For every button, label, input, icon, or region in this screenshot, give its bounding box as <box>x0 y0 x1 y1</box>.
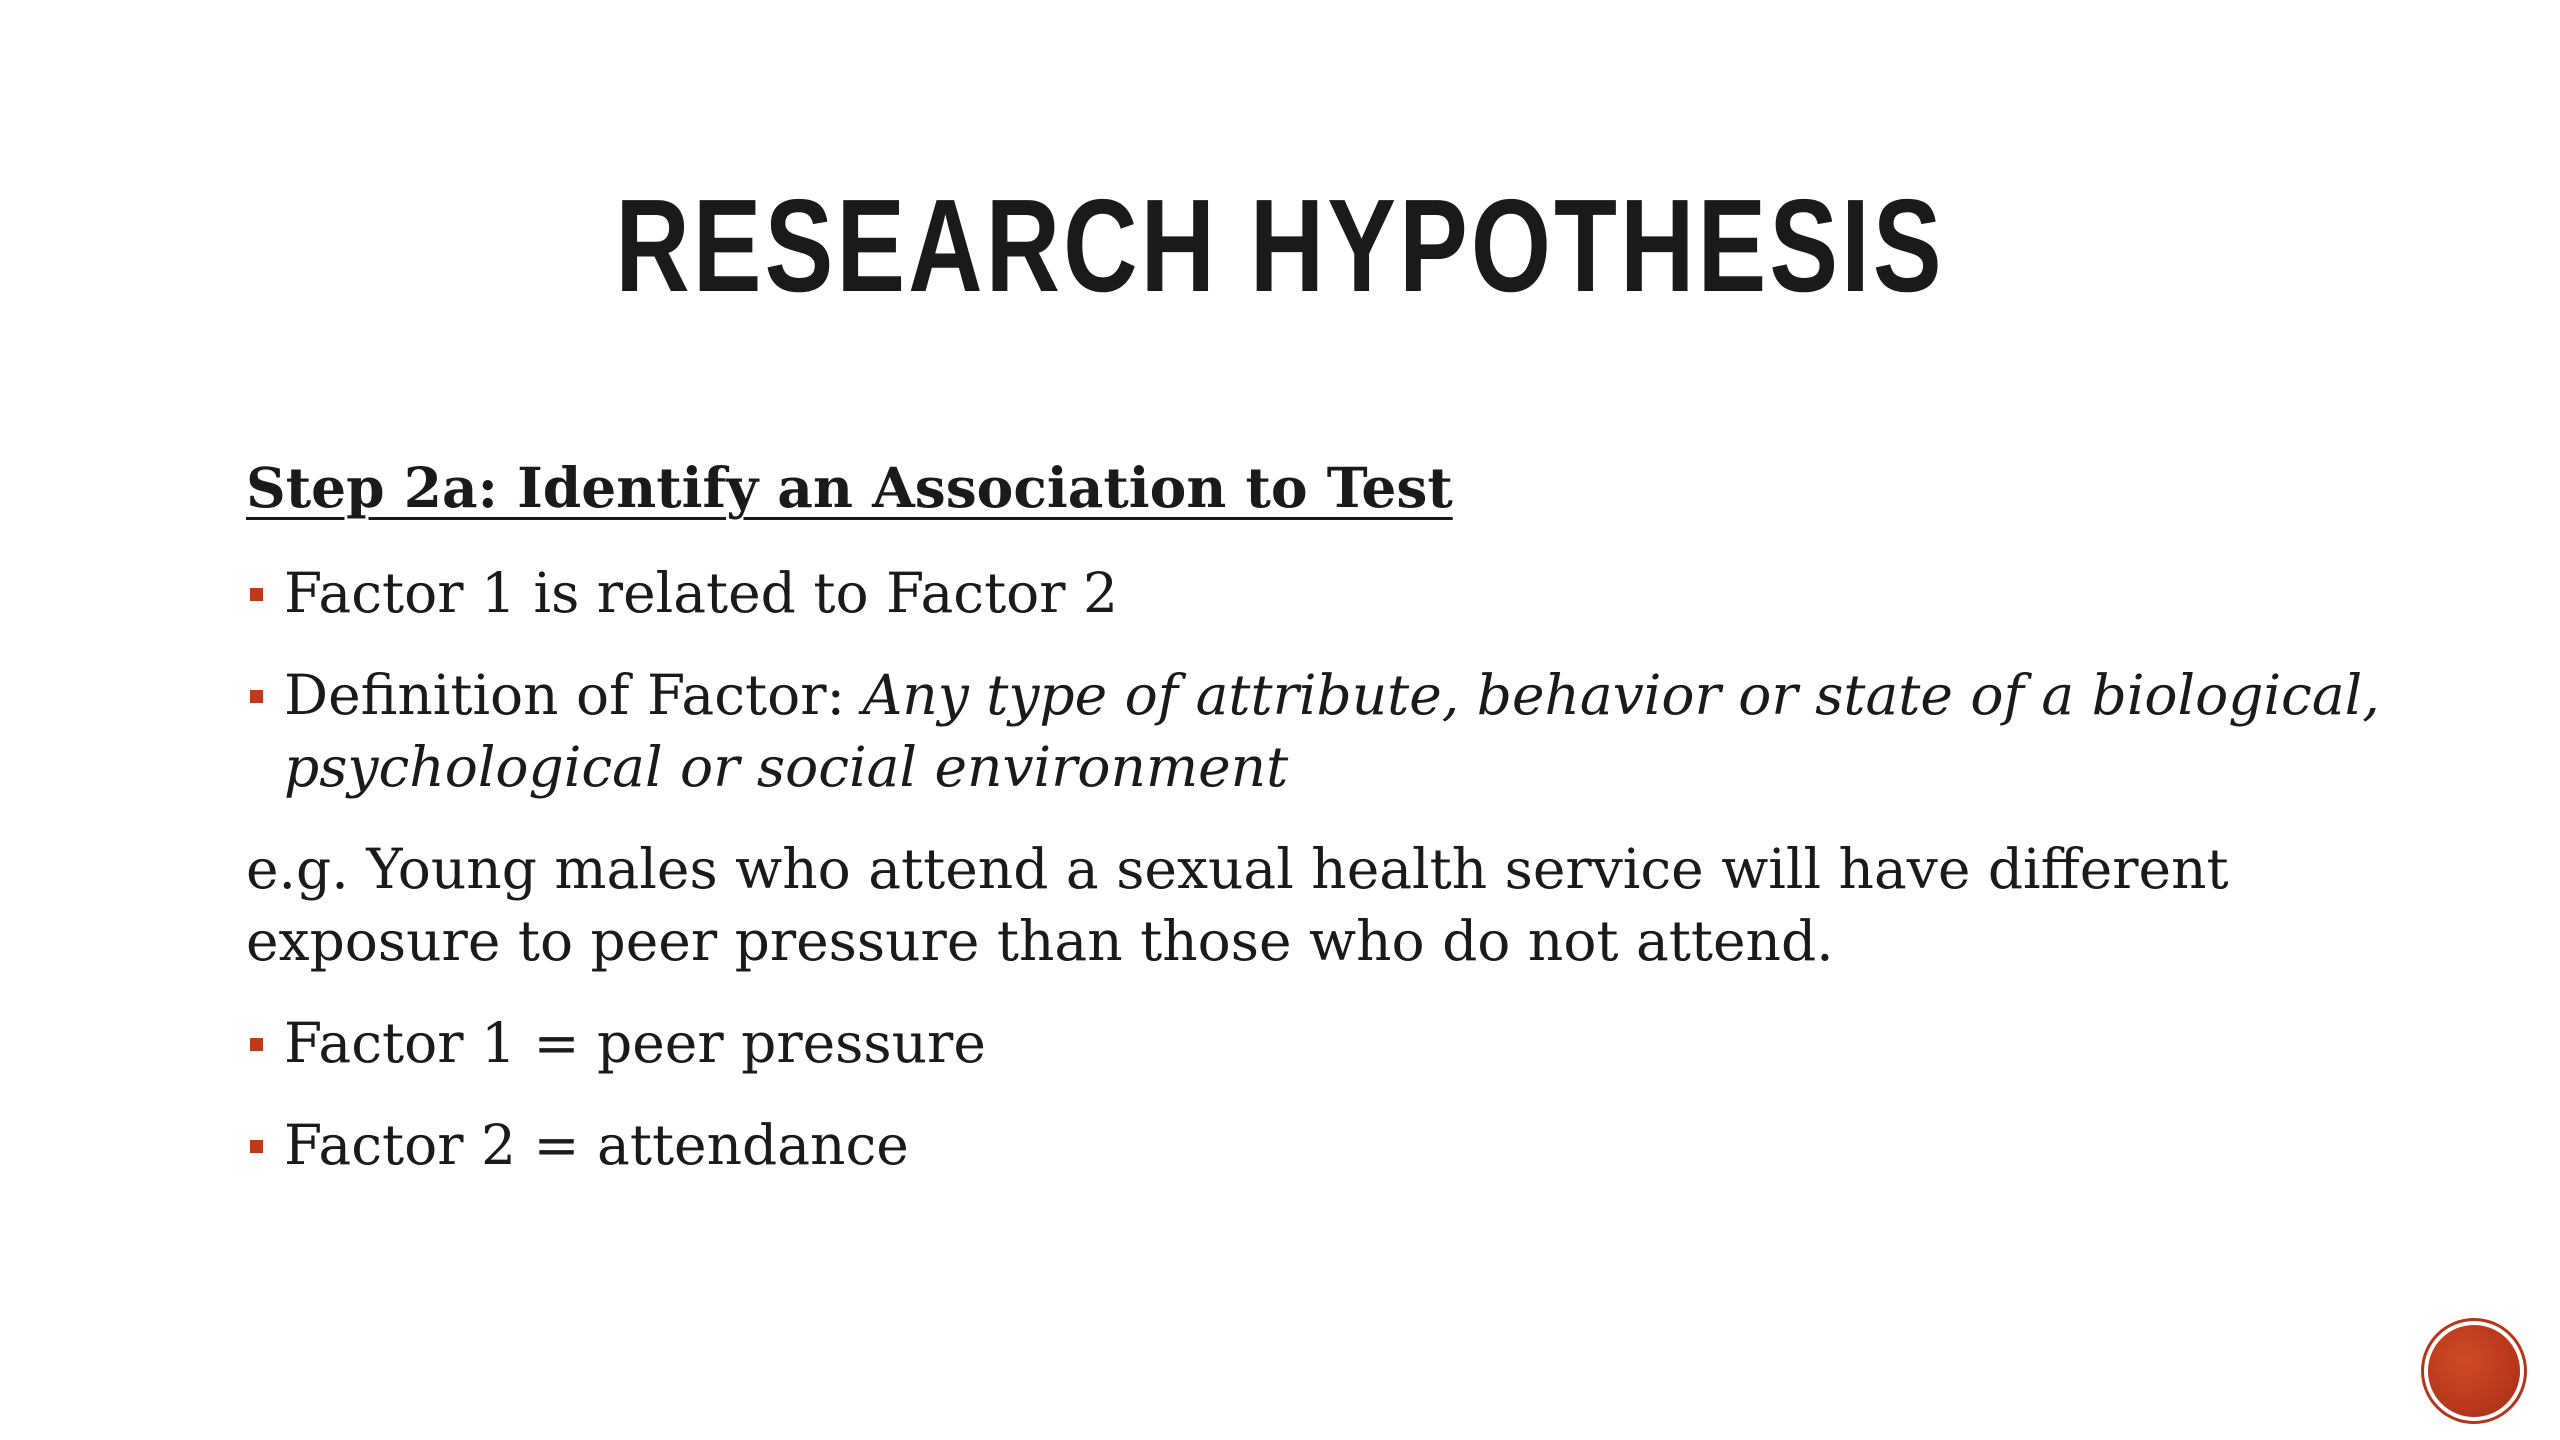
bullet-text: Factor 1 = peer pressure <box>284 1011 986 1075</box>
factor-definition: Any type of attribute, behavior or state of a biological, psychological or social environment <box>284 663 2380 799</box>
bullet-item <box>246 1109 2396 1181</box>
square-bullet-icon <box>250 690 263 703</box>
section-heading: Step 2a: Identify an Association to Test <box>246 455 1453 520</box>
bullet-text: Factor 1 is related to Factor 2 <box>284 561 1119 625</box>
bullet-item <box>246 659 2396 803</box>
slide-title: RESEARCH HYPOTHESIS <box>615 172 1945 319</box>
bullet-text: Factor 2 = attendance <box>284 1113 909 1177</box>
example-paragraph: e.g. Young males who attend a sexual health service will have different exposure to peer pressure than those who do not attend. <box>246 837 2229 973</box>
slide-body <box>246 455 2396 1211</box>
square-bullet-icon <box>250 1038 263 1051</box>
square-bullet-icon <box>250 1140 263 1153</box>
slide-number-circle-icon <box>2428 1325 2520 1417</box>
bullet-text-prefix: Definition of Factor: <box>284 663 863 727</box>
bullet-item <box>246 557 2396 629</box>
bullet-item <box>246 1007 2396 1079</box>
square-bullet-icon <box>250 588 263 601</box>
